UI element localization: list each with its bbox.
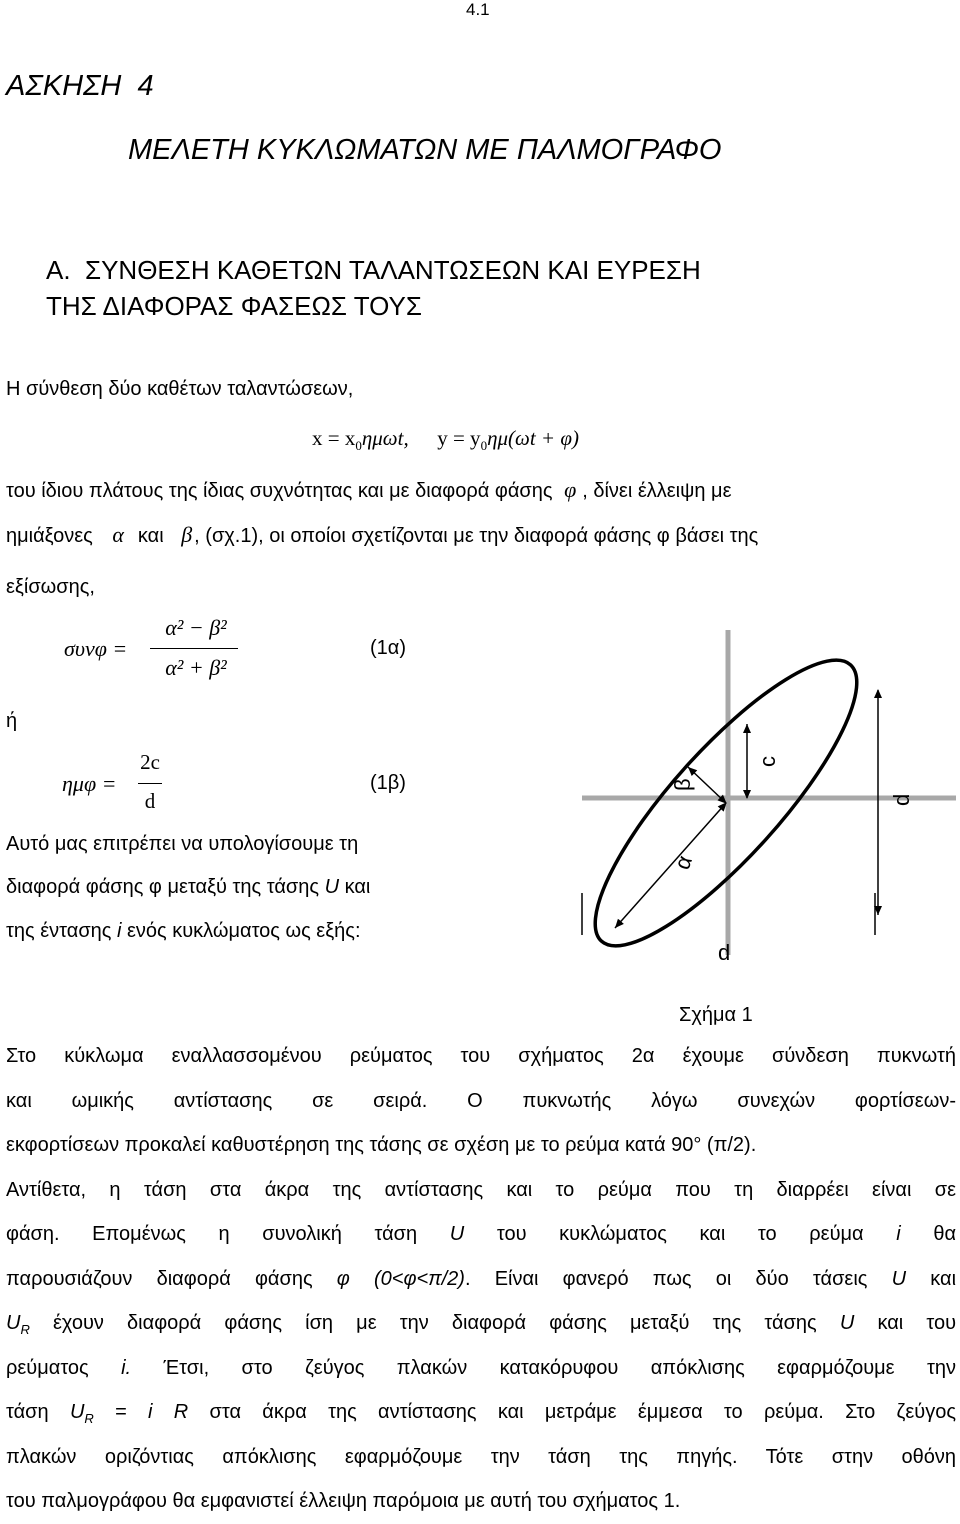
side-text-line3-b: ενός κυκλώματος ως εξής: [121, 920, 361, 942]
body-line6-b: . Είναι φανερό πως οι δύο τάσεις [464, 1267, 868, 1290]
body-line9-R: R [84, 1411, 94, 1426]
intro-line1: Η σύνθεση δύο καθέτων ταλαντώσεων, [6, 378, 354, 400]
body-line6-a: παρουσιάζουν διαφορά φάσης [6, 1267, 313, 1290]
body-line7-UR [6, 1312, 30, 1337]
body-line5 [6, 1212, 956, 1257]
body-line10: πλακών οριζόντιας απόκλισης εφαρμόζουμε την τάση της πηγής. Τότε στην οθόνη [6, 1445, 956, 1468]
formula2-label: (1β) [370, 772, 406, 794]
intro-line4: εξίσωσης, [6, 576, 95, 598]
body-line9-b: στα άκρα της αντίστασης και μετράμε έμμεσα το ρεύμα. Στο ζεύγος [209, 1401, 956, 1423]
formula1-fraction-bar [150, 648, 238, 649]
page-number: 4.1 [466, 0, 490, 19]
intro-line3-c: , (σχ.1), οι οποίοι σχετίζονται με την διαφορά φάσης φ βάσει της [194, 525, 759, 547]
body-line9-eq: = [115, 1401, 127, 1423]
body-line9 [6, 1390, 956, 1435]
figure-caption: Σχήμα 1 [679, 1004, 753, 1026]
side-text-line1: Αυτό μας επιτρέπει να υπολογίσουμε τη [6, 833, 359, 855]
label-d-bottom: d [718, 940, 731, 965]
body-line9-iR: i R [148, 1401, 189, 1423]
formula1-numerator: α² − β² [165, 615, 227, 640]
body-line8-a: ρεύματος [6, 1356, 89, 1379]
label-beta: β [670, 778, 695, 791]
body-line5-a: φάση. Επομένως η συνολική τάση [6, 1223, 418, 1245]
equation-x-sub: 0 [355, 438, 362, 454]
body-line8-b: Έτσι, στο ζεύγος πλακών κατακόρυφου απόκλισης εφαρμόζουμε την [163, 1356, 956, 1379]
body-line8-i: i. [121, 1356, 132, 1379]
body-line6 [6, 1257, 956, 1302]
body-line11: του παλμογράφου θα εμφανιστεί έλλειψη παρόμοια με αυτή του σχήματος 1. [6, 1490, 681, 1512]
intro-line2 [6, 477, 732, 503]
body-line5-c: θα [933, 1223, 957, 1245]
body-line7-U: U [6, 1312, 21, 1334]
body-line4: Αντίθετα, η τάση στα άκρα της αντίστασης και το ρεύμα που τη διαρρέει είναι σε [6, 1178, 956, 1201]
formula2-fraction-bar [138, 783, 162, 784]
side-text-line3 [6, 920, 361, 943]
body-line9-U: U [69, 1401, 85, 1423]
label-alpha: α [669, 852, 698, 873]
body-line8 [6, 1346, 956, 1391]
equation-y: y = y [437, 426, 481, 450]
intro-alpha: α [112, 522, 124, 547]
section-heading-line2: ΤΗΣ ΔΙΑΦΟΡΑΣ ΦΑΣΕΩΣ ΤΟΥΣ [46, 291, 422, 321]
equation-y-rest: ημ(ωt + φ) [487, 426, 579, 450]
side-text-i: i [116, 920, 122, 942]
exercise-subtitle: ΜΕΛΕΤΗ ΚΥΚΛΩΜΑΤΩΝ ΜΕ ΠΑΛΜΟΓΡΑΦΟ [128, 134, 722, 166]
equation-x: x = x [312, 426, 356, 450]
body-line2: και ωμικής αντίστασης σε σειρά. Ο πυκνωτής λόγω συνεχών φορτίσεων- [6, 1089, 956, 1112]
body-line5-i: i [896, 1223, 901, 1245]
formula1-label: (1α) [370, 637, 407, 659]
body-line6-phi: φ (0<φ<π/2) [336, 1267, 465, 1290]
equation-y-sub: 0 [480, 438, 488, 454]
label-c: c [755, 756, 780, 767]
body-line7-R: R [20, 1322, 30, 1337]
intro-phi: φ [564, 477, 577, 502]
body-line3: εκφορτίσεων προκαλεί καθυστέρηση της τάσης σε σχέση με το ρεύμα κατά 90° (π/2). [6, 1134, 757, 1156]
section-heading-line1: Α. ΣΥΝΘΕΣΗ ΚΑΘΕΤΩΝ ΤΑΛΑΝΤΩΣΕΩΝ ΚΑΙ ΕΥΡΕΣΗ [46, 255, 701, 285]
body-line7-a: έχουν διαφορά φάσης ίση με την διαφορά φάσης μεταξύ της τάσης [52, 1312, 817, 1334]
formula1-denominator: α² + β² [165, 655, 227, 680]
body-line9-a: τάση [6, 1401, 49, 1423]
formula1-lhs: συνφ = [64, 636, 128, 661]
equation-x-rest: ημωt, [361, 426, 409, 450]
side-text-line2 [6, 876, 370, 899]
body-line7-U2: U [839, 1312, 855, 1334]
body-line5-b: του κυκλώματος και το ρεύμα [496, 1223, 864, 1245]
body-line7 [6, 1301, 956, 1346]
side-text-line2-b: και [339, 876, 371, 898]
body-paragraph [6, 1034, 956, 1524]
or-word: ή [6, 710, 18, 732]
body-line6-c: και [930, 1267, 957, 1290]
intro-beta: β [181, 522, 193, 547]
exercise-title: ΑΣΚΗΣΗ 4 [6, 70, 154, 102]
body-line9-UR [69, 1401, 94, 1426]
formula2-lhs: ημφ = [62, 771, 117, 796]
side-text-line2-a: διαφορά φάσης φ μεταξύ της τάσης [6, 876, 325, 898]
body-line7-b: και του [877, 1312, 957, 1334]
oscillation-equations [312, 426, 579, 454]
formula2-numerator: 2c [140, 750, 160, 774]
side-text-U: U [324, 876, 340, 898]
intro-line2-b: , δίνει έλλειψη με [582, 480, 732, 502]
body-line5-U: U [449, 1223, 465, 1245]
body-line1: Στο κύκλωμα εναλλασσομένου ρεύματος του σχήματος 2α έχουμε σύνδεση πυκνωτή [6, 1045, 956, 1067]
formula2-denominator: d [144, 789, 156, 813]
intro-line3 [6, 522, 758, 548]
intro-line3-a: ημιάξονες [6, 525, 93, 547]
intro-line2-a: του ίδιου πλάτους της ίδιας συχνότητας και με διαφορά φάσης [6, 480, 553, 502]
intro-line3-b: και [137, 525, 164, 547]
figure-ellipse-diagram [560, 615, 960, 975]
side-text-line3-a: της έντασης [6, 920, 117, 942]
body-line6-U: U [891, 1267, 907, 1290]
label-d-right: d [889, 793, 914, 806]
